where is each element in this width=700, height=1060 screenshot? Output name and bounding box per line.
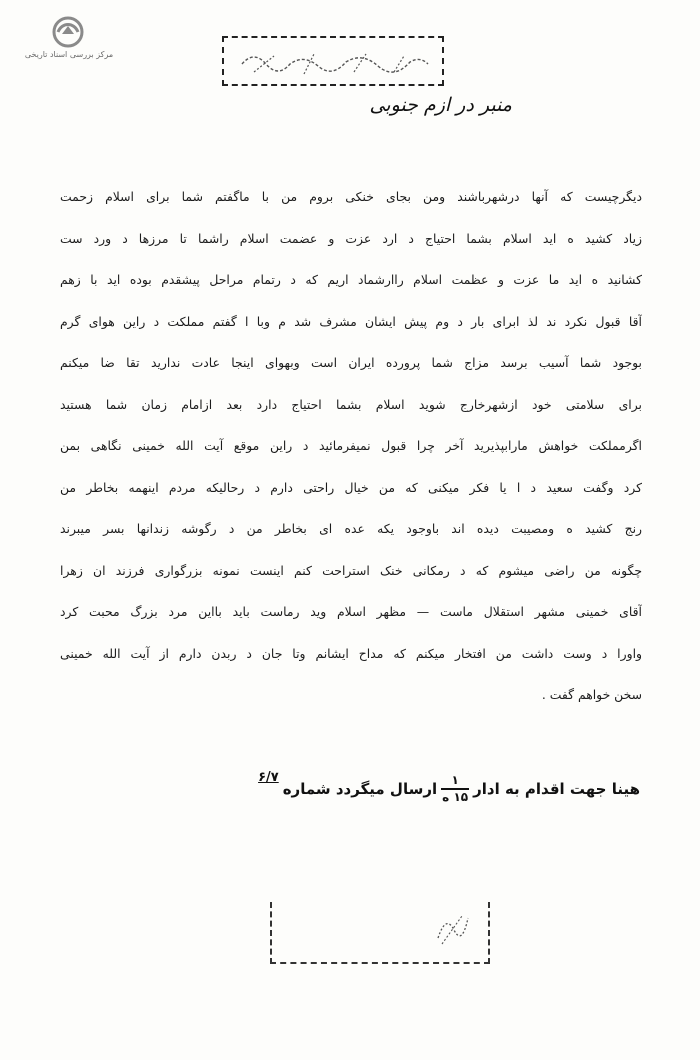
- body-line: دیگرچیست که آنها درشهرباشند ومن بجای خنکی بروم من با ماگفتم شما برای اسلام زحمت: [60, 189, 642, 204]
- bottom-stamp: [270, 902, 490, 964]
- body-line: زیاد کشید ه اید اسلام بشما احتیاج د ارد عزت و عضمت اسلام راشما تا مرزها د ورد ست: [60, 230, 642, 246]
- watermark-logo: [14, 14, 124, 66]
- body-line: رنج کشید ه ومصیبت دیده اند باوجود یکه عده ای بخاطر من د رگوشه زندانها بسر میبرند: [60, 521, 642, 536]
- body-line: واورا د وست داشت من افتخار میکنم که مداح ایشانم وتا جان د ربدن دارم از آیت الله خمینی: [60, 645, 642, 661]
- watermark-text: مرکز بررسی اسناد تاریخی: [24, 50, 114, 59]
- top-stamp: [222, 36, 444, 86]
- fraction-bottom: ۱۵ ه: [442, 790, 469, 804]
- dashed-stamp-icon: [234, 46, 434, 78]
- dashed-stamp-icon: [432, 908, 472, 948]
- document-header: منبر در ازم جنوبی: [369, 94, 512, 116]
- body-line: اگرمملکت خواهش مارابپذیرید آخر چرا قبول نمیفرمائید د راین موقع آیت الله خمینی نگاهی بمن: [60, 438, 642, 453]
- body-line: برای سلامتی خود ازشهرخارج شوید اسلام بشما احتیاج دارد بعد ازامام زمان شما هستید: [60, 396, 642, 412]
- forwarding-number: ۶/۷: [258, 770, 279, 785]
- forwarding-fraction: [441, 774, 469, 804]
- forwarding-note: [170, 770, 640, 804]
- forwarding-text-after: ارسال میگردد شماره: [282, 780, 438, 798]
- body-line: کرد وگفت سعید د ا یا فکر میکنی که من خیال راحتی دارم د رحالیکه مردم اینهمه بخاطر من: [60, 479, 642, 495]
- body-line: آقای خمینی مشهر استقلال ماست — مظهر اسلام وید رماست باید بااین مرد بزرگ محبت کرد: [60, 604, 642, 619]
- fraction-top: ۱: [451, 773, 459, 787]
- body-line: کشانید ه اید ما عزت و عظمت اسلام راارشماد اریم که د رتمام مراحل پیشقدم بوده اید با زهم: [60, 272, 642, 287]
- body-line: سخن خواهم گفت .: [541, 687, 642, 702]
- body-line: بوجود شما آسیب برسد مزاج شما پرورده ایران است وبهوای اینجا عادت ندارید تقا ضا میکنم: [60, 355, 642, 370]
- body-line: آقا قبول نکرد ند لذ ابرای بار د وم پیش ایشان مشرف شد م وبا ا گفتم مملکت د راین هوای گرم: [60, 313, 642, 329]
- forwarding-text-before: هینا جهت اقدام به ادار: [473, 780, 640, 798]
- body-line: چگونه من راضی میشوم که د رمکانی خنک استراحت کنم اینست نمونه بزرگواری فرزند ان زهرا: [60, 562, 642, 578]
- document-body: [60, 176, 642, 716]
- archive-center-logo-icon: [36, 14, 100, 50]
